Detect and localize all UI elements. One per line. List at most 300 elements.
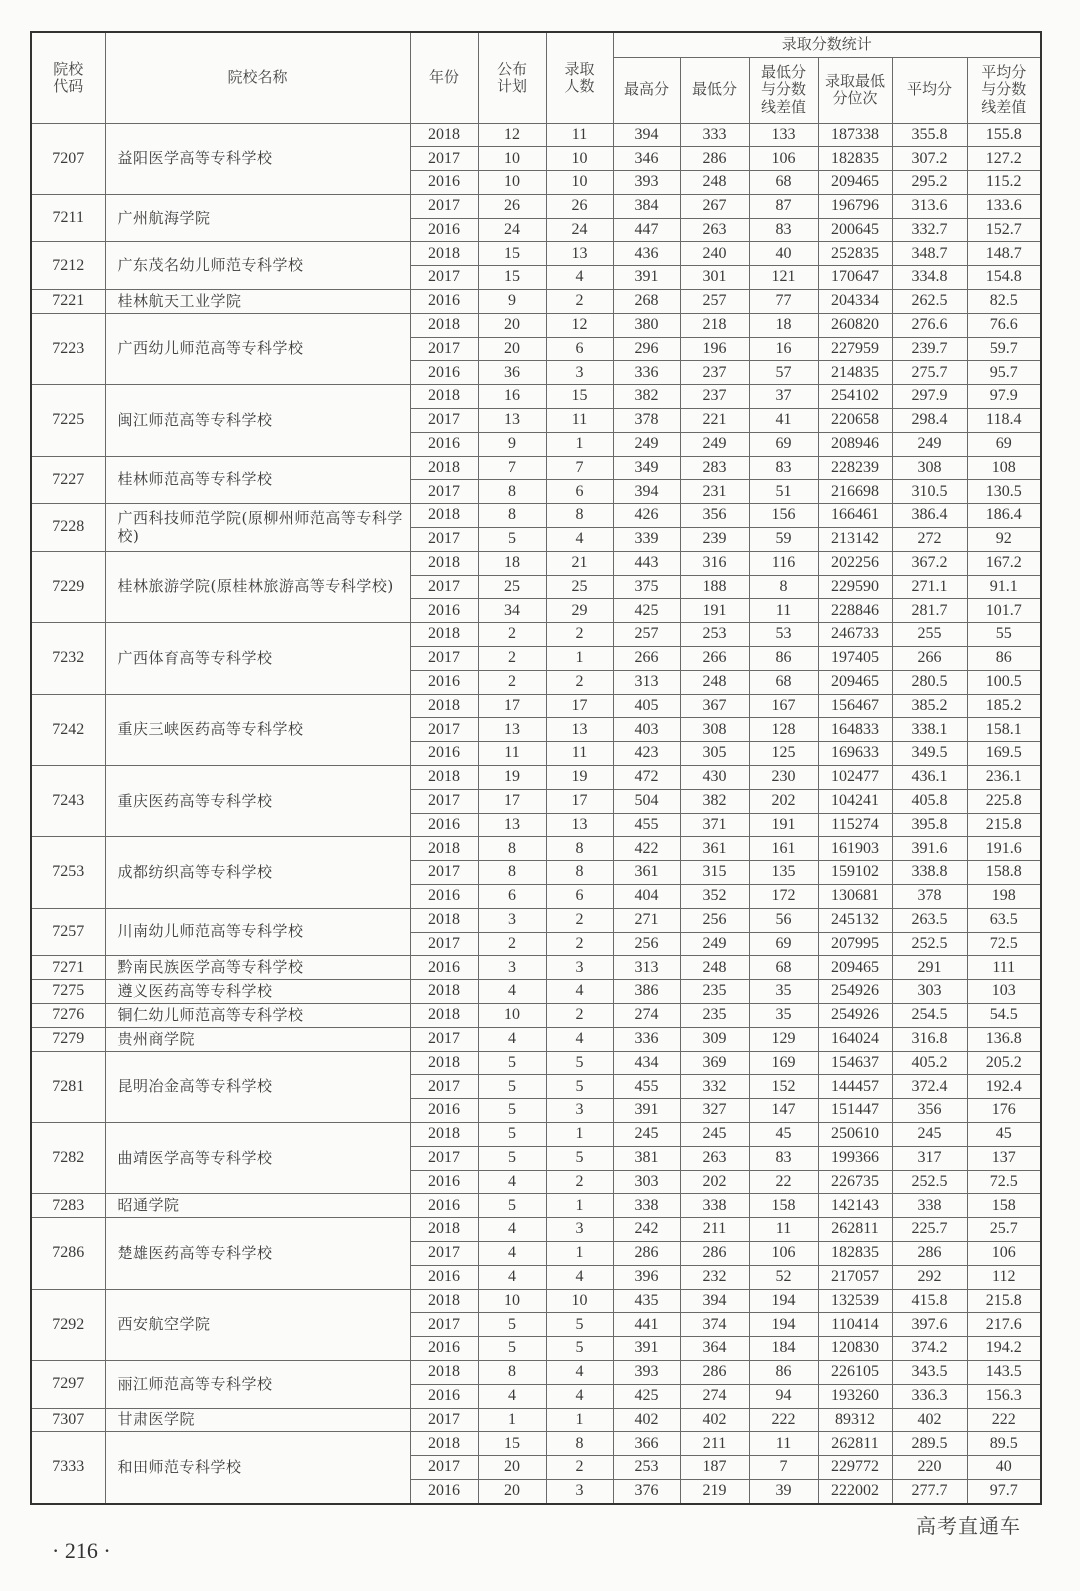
cell-avg-diff: 69 (967, 432, 1041, 456)
table-row (31, 956, 1041, 980)
cell-min-score: 240 (680, 242, 749, 266)
cell-admitted: 5 (546, 1075, 613, 1099)
cell-avg-score: 281.7 (892, 599, 967, 623)
cell-min-diff: 169 (749, 1051, 818, 1075)
cell-max-score: 394 (613, 123, 680, 147)
cell-year: 2017 (410, 861, 478, 885)
cell-year: 2017 (410, 1027, 478, 1051)
cell-min-score: 188 (680, 575, 749, 599)
cell-year: 2016 (410, 361, 478, 385)
cell-year: 2017 (410, 480, 478, 504)
cell-avg-diff: 225.8 (967, 789, 1041, 813)
header-line: 公布 (496, 59, 527, 78)
cell-avg-score: 252.5 (892, 932, 967, 956)
cell-plan: 3 (478, 908, 546, 932)
cell-avg-score: 252.5 (892, 1170, 967, 1194)
header-line: 人数 (564, 76, 595, 95)
cell-avg-score: 436.1 (892, 766, 967, 790)
school-code: 7275 (31, 980, 105, 1004)
school-name: 甘肃医学院 (105, 1408, 410, 1432)
cell-admitted: 1 (546, 1122, 613, 1146)
cell-plan: 9 (478, 432, 546, 456)
cell-min-score: 316 (680, 551, 749, 575)
cell-min-score: 235 (680, 1003, 749, 1027)
cell-plan: 34 (478, 599, 546, 623)
cell-min-rank: 246733 (818, 623, 892, 647)
school-code: 7227 (31, 456, 105, 504)
cell-min-score: 352 (680, 885, 749, 909)
cell-max-score: 346 (613, 147, 680, 171)
cell-max-score: 391 (613, 266, 680, 290)
cell-admitted: 3 (546, 1218, 613, 1242)
cell-min-diff: 194 (749, 1313, 818, 1337)
cell-admitted: 4 (546, 1027, 613, 1051)
cell-avg-diff: 156.3 (967, 1384, 1041, 1408)
cell-avg-score: 220 (892, 1456, 967, 1480)
table-row (31, 1003, 1041, 1027)
cell-min-diff: 56 (749, 908, 818, 932)
cell-year: 2017 (410, 575, 478, 599)
cell-plan: 10 (478, 147, 546, 171)
header-min-diff (749, 57, 818, 123)
cell-admitted: 2 (546, 908, 613, 932)
cell-year: 2018 (410, 1051, 478, 1075)
cell-year: 2016 (410, 1194, 478, 1218)
cell-min-diff: 16 (749, 337, 818, 361)
cell-min-diff: 194 (749, 1289, 818, 1313)
cell-min-rank: 213142 (818, 528, 892, 552)
cell-min-rank: 208946 (818, 432, 892, 456)
cell-min-diff: 83 (749, 456, 818, 480)
cell-min-score: 231 (680, 480, 749, 504)
cell-max-score: 296 (613, 337, 680, 361)
cell-min-diff: 40 (749, 242, 818, 266)
cell-avg-diff: 205.2 (967, 1051, 1041, 1075)
cell-avg-score: 245 (892, 1122, 967, 1146)
cell-admitted: 4 (546, 1360, 613, 1384)
cell-year: 2016 (410, 1479, 478, 1503)
cell-max-score: 349 (613, 456, 680, 480)
cell-max-score: 441 (613, 1313, 680, 1337)
cell-max-score: 447 (613, 218, 680, 242)
cell-avg-score: 289.5 (892, 1432, 967, 1456)
cell-year: 2017 (410, 528, 478, 552)
cell-avg-score: 275.7 (892, 361, 967, 385)
header-min-rank (818, 57, 892, 123)
table-row (31, 504, 1041, 528)
cell-min-diff: 83 (749, 218, 818, 242)
cell-min-diff: 94 (749, 1384, 818, 1408)
header-admitted (546, 32, 613, 123)
table-row (31, 456, 1041, 480)
cell-year: 2016 (410, 218, 478, 242)
cell-min-diff: 161 (749, 837, 818, 861)
cell-min-diff: 68 (749, 956, 818, 980)
cell-avg-score: 405.8 (892, 789, 967, 813)
cell-plan: 10 (478, 1289, 546, 1313)
cell-max-score: 384 (613, 194, 680, 218)
cell-admitted: 6 (546, 885, 613, 909)
header-max-score: 最高分 (613, 57, 680, 123)
cell-admitted: 2 (546, 1003, 613, 1027)
watermark-text: 高考直通车 (916, 1514, 1021, 1538)
cell-avg-diff: 143.5 (967, 1360, 1041, 1384)
cell-min-score: 248 (680, 956, 749, 980)
cell-plan: 4 (478, 1384, 546, 1408)
cell-avg-diff: 148.7 (967, 242, 1041, 266)
school-name: 丽江师范高等专科学校 (105, 1360, 410, 1408)
cell-max-score: 425 (613, 1384, 680, 1408)
header-plan (478, 32, 546, 123)
cell-admitted: 29 (546, 599, 613, 623)
cell-avg-diff: 118.4 (967, 409, 1041, 433)
cell-plan: 20 (478, 337, 546, 361)
cell-admitted: 19 (546, 766, 613, 790)
cell-min-score: 430 (680, 766, 749, 790)
school-name: 广西科技师范学院(原柳州师范高等专科学校) (105, 504, 410, 552)
cell-year: 2017 (410, 1313, 478, 1337)
cell-avg-diff: 236.1 (967, 766, 1041, 790)
cell-plan: 18 (478, 551, 546, 575)
cell-max-score: 382 (613, 385, 680, 409)
cell-year: 2017 (410, 266, 478, 290)
cell-avg-diff: 127.2 (967, 147, 1041, 171)
cell-avg-diff: 76.6 (967, 313, 1041, 337)
cell-admitted: 1 (546, 647, 613, 671)
cell-min-score: 315 (680, 861, 749, 885)
school-code: 7279 (31, 1027, 105, 1051)
cell-min-diff: 57 (749, 361, 818, 385)
cell-min-rank: 262811 (818, 1432, 892, 1456)
cell-plan: 5 (478, 1313, 546, 1337)
cell-min-score: 382 (680, 789, 749, 813)
page-number: · 216 · (52, 1538, 111, 1563)
header-name: 院校名称 (105, 32, 410, 123)
school-code: 7297 (31, 1360, 105, 1408)
cell-year: 2018 (410, 1432, 478, 1456)
cell-avg-score: 397.6 (892, 1313, 967, 1337)
cell-admitted: 3 (546, 1479, 613, 1503)
cell-max-score: 436 (613, 242, 680, 266)
cell-min-rank: 209465 (818, 670, 892, 694)
cell-year: 2018 (410, 313, 478, 337)
cell-min-score: 305 (680, 742, 749, 766)
cell-avg-score: 272 (892, 528, 967, 552)
cell-year: 2017 (410, 647, 478, 671)
school-name: 川南幼儿师范高等专科学校 (105, 908, 410, 956)
header-avg-diff (967, 57, 1041, 123)
cell-max-score: 361 (613, 861, 680, 885)
cell-avg-diff: 72.5 (967, 932, 1041, 956)
cell-min-diff: 8 (749, 575, 818, 599)
header-line: 录取 (564, 59, 595, 78)
cell-year: 2016 (410, 956, 478, 980)
cell-admitted: 17 (546, 694, 613, 718)
header-line: 最低分 (760, 63, 806, 82)
cell-avg-score: 307.2 (892, 147, 967, 171)
cell-min-rank: 207995 (818, 932, 892, 956)
cell-year: 2017 (410, 409, 478, 433)
school-name: 楚雄医药高等专科学校 (105, 1218, 410, 1289)
cell-max-score: 422 (613, 837, 680, 861)
cell-min-rank: 102477 (818, 766, 892, 790)
cell-avg-score: 372.4 (892, 1075, 967, 1099)
cell-admitted: 5 (546, 1051, 613, 1075)
cell-year: 2017 (410, 932, 478, 956)
cell-avg-diff: 133.6 (967, 194, 1041, 218)
cell-min-score: 301 (680, 266, 749, 290)
cell-min-score: 361 (680, 837, 749, 861)
cell-min-diff: 77 (749, 290, 818, 314)
cell-min-score: 237 (680, 361, 749, 385)
cell-avg-score: 355.8 (892, 123, 967, 147)
cell-min-rank: 250610 (818, 1122, 892, 1146)
cell-plan: 8 (478, 480, 546, 504)
cell-max-score: 455 (613, 1075, 680, 1099)
cell-avg-diff: 25.7 (967, 1218, 1041, 1242)
header-year: 年份 (410, 32, 478, 123)
cell-avg-score: 378 (892, 885, 967, 909)
cell-min-score: 394 (680, 1289, 749, 1313)
cell-year: 2016 (410, 171, 478, 195)
cell-plan: 25 (478, 575, 546, 599)
school-code: 7225 (31, 385, 105, 456)
school-code: 7281 (31, 1051, 105, 1122)
cell-avg-diff: 86 (967, 647, 1041, 671)
cell-min-score: 202 (680, 1170, 749, 1194)
header-line: 线差值 (760, 97, 806, 116)
cell-min-score: 248 (680, 670, 749, 694)
cell-avg-diff: 198 (967, 885, 1041, 909)
cell-year: 2017 (410, 1146, 478, 1170)
cell-year: 2018 (410, 980, 478, 1004)
cell-min-score: 333 (680, 123, 749, 147)
cell-max-score: 313 (613, 670, 680, 694)
cell-avg-score: 225.7 (892, 1218, 967, 1242)
school-name: 广东茂名幼儿师范专科学校 (105, 242, 410, 290)
cell-min-rank: 217057 (818, 1265, 892, 1289)
cell-max-score: 375 (613, 575, 680, 599)
cell-min-rank: 209465 (818, 956, 892, 980)
cell-min-rank: 209465 (818, 171, 892, 195)
cell-max-score: 266 (613, 647, 680, 671)
cell-avg-diff: 152.7 (967, 218, 1041, 242)
cell-admitted: 3 (546, 1099, 613, 1123)
table-row (31, 1360, 1041, 1384)
cell-avg-score: 405.2 (892, 1051, 967, 1075)
cell-avg-score: 338 (892, 1194, 967, 1218)
cell-avg-diff: 186.4 (967, 504, 1041, 528)
school-code: 7333 (31, 1432, 105, 1504)
cell-avg-diff: 191.6 (967, 837, 1041, 861)
cell-avg-score: 239.7 (892, 337, 967, 361)
cell-admitted: 5 (546, 1337, 613, 1361)
cell-min-score: 253 (680, 623, 749, 647)
header-code (31, 32, 105, 123)
cell-plan: 5 (478, 1099, 546, 1123)
table-row (31, 1218, 1041, 1242)
cell-min-score: 235 (680, 980, 749, 1004)
cell-avg-diff: 91.1 (967, 575, 1041, 599)
cell-plan: 13 (478, 813, 546, 837)
cell-admitted: 8 (546, 504, 613, 528)
cell-min-rank: 154637 (818, 1051, 892, 1075)
cell-avg-score: 332.7 (892, 218, 967, 242)
cell-min-diff: 184 (749, 1337, 818, 1361)
school-code: 7232 (31, 623, 105, 694)
cell-min-score: 191 (680, 599, 749, 623)
cell-avg-score: 292 (892, 1265, 967, 1289)
school-name: 桂林航天工业学院 (105, 290, 410, 314)
table-row (31, 1027, 1041, 1051)
cell-admitted: 5 (546, 1313, 613, 1337)
table-row (31, 123, 1041, 147)
cell-year: 2018 (410, 1218, 478, 1242)
cell-admitted: 21 (546, 551, 613, 575)
cell-year: 2018 (410, 1003, 478, 1027)
cell-plan: 8 (478, 504, 546, 528)
cell-max-score: 381 (613, 1146, 680, 1170)
cell-min-score: 219 (680, 1479, 749, 1503)
cell-avg-diff: 215.8 (967, 813, 1041, 837)
cell-avg-score: 297.9 (892, 385, 967, 409)
cell-plan: 15 (478, 266, 546, 290)
cell-avg-diff: 40 (967, 1456, 1041, 1480)
cell-plan: 5 (478, 1337, 546, 1361)
cell-plan: 13 (478, 409, 546, 433)
cell-admitted: 8 (546, 1432, 613, 1456)
school-code: 7276 (31, 1003, 105, 1027)
cell-max-score: 303 (613, 1170, 680, 1194)
school-code: 7242 (31, 694, 105, 765)
cell-avg-score: 277.7 (892, 1479, 967, 1503)
cell-avg-score: 317 (892, 1146, 967, 1170)
cell-plan: 10 (478, 171, 546, 195)
table-row (31, 551, 1041, 575)
cell-avg-diff: 100.5 (967, 670, 1041, 694)
cell-min-rank: 156467 (818, 694, 892, 718)
cell-avg-diff: 167.2 (967, 551, 1041, 575)
cell-avg-diff: 222 (967, 1408, 1041, 1432)
table-row (31, 385, 1041, 409)
cell-min-diff: 86 (749, 647, 818, 671)
cell-avg-diff: 158.8 (967, 861, 1041, 885)
cell-min-diff: 147 (749, 1099, 818, 1123)
cell-max-score: 242 (613, 1218, 680, 1242)
cell-admitted: 2 (546, 932, 613, 956)
cell-year: 2017 (410, 718, 478, 742)
cell-min-diff: 125 (749, 742, 818, 766)
cell-min-score: 245 (680, 1122, 749, 1146)
cell-min-diff: 121 (749, 266, 818, 290)
cell-avg-diff: 101.7 (967, 599, 1041, 623)
cell-year: 2017 (410, 1456, 478, 1480)
cell-year: 2018 (410, 623, 478, 647)
cell-avg-diff: 63.5 (967, 908, 1041, 932)
cell-plan: 7 (478, 456, 546, 480)
cell-plan: 24 (478, 218, 546, 242)
header-line: 分位次 (832, 89, 878, 107)
cell-min-score: 249 (680, 932, 749, 956)
cell-avg-diff: 137 (967, 1146, 1041, 1170)
cell-min-diff: 222 (749, 1408, 818, 1432)
cell-min-rank: 159102 (818, 861, 892, 885)
school-code: 7229 (31, 551, 105, 622)
cell-avg-score: 298.4 (892, 409, 967, 433)
cell-min-rank: 199366 (818, 1146, 892, 1170)
cell-min-rank: 151447 (818, 1099, 892, 1123)
cell-min-diff: 230 (749, 766, 818, 790)
cell-min-diff: 39 (749, 1479, 818, 1503)
cell-min-rank: 110414 (818, 1313, 892, 1337)
cell-year: 2018 (410, 1122, 478, 1146)
cell-max-score: 268 (613, 290, 680, 314)
cell-plan: 5 (478, 1146, 546, 1170)
cell-min-diff: 22 (749, 1170, 818, 1194)
cell-year: 2016 (410, 813, 478, 837)
cell-plan: 15 (478, 242, 546, 266)
cell-max-score: 403 (613, 718, 680, 742)
cell-min-diff: 129 (749, 1027, 818, 1051)
cell-min-score: 263 (680, 1146, 749, 1170)
school-code: 7228 (31, 504, 105, 552)
cell-min-rank: 164024 (818, 1027, 892, 1051)
cell-admitted: 4 (546, 528, 613, 552)
cell-min-rank: 252835 (818, 242, 892, 266)
cell-min-rank: 170647 (818, 266, 892, 290)
school-name: 昆明冶金高等专科学校 (105, 1051, 410, 1122)
cell-max-score: 394 (613, 480, 680, 504)
cell-min-diff: 152 (749, 1075, 818, 1099)
cell-min-rank: 197405 (818, 647, 892, 671)
cell-year: 2017 (410, 1075, 478, 1099)
cell-avg-score: 271.1 (892, 575, 967, 599)
school-name: 桂林旅游学院(原桂林旅游高等专科学校) (105, 551, 410, 622)
cell-max-score: 386 (613, 980, 680, 1004)
cell-min-score: 402 (680, 1408, 749, 1432)
table-row (31, 980, 1041, 1004)
cell-min-score: 221 (680, 409, 749, 433)
cell-min-score: 371 (680, 813, 749, 837)
cell-max-score: 378 (613, 409, 680, 433)
cell-avg-diff: 176 (967, 1099, 1041, 1123)
cell-avg-score: 254.5 (892, 1003, 967, 1027)
cell-year: 2016 (410, 885, 478, 909)
cell-avg-score: 303 (892, 980, 967, 1004)
cell-min-score: 249 (680, 432, 749, 456)
cell-max-score: 249 (613, 432, 680, 456)
cell-avg-score: 310.5 (892, 480, 967, 504)
cell-admitted: 13 (546, 718, 613, 742)
header-line: 录取最低 (824, 71, 885, 90)
header-avg-score: 平均分 (892, 57, 967, 123)
cell-min-score: 187 (680, 1456, 749, 1480)
cell-min-diff: 53 (749, 623, 818, 647)
cell-plan: 17 (478, 789, 546, 813)
cell-min-rank: 222002 (818, 1479, 892, 1503)
cell-min-diff: 156 (749, 504, 818, 528)
cell-admitted: 15 (546, 385, 613, 409)
cell-avg-score: 308 (892, 456, 967, 480)
cell-max-score: 425 (613, 599, 680, 623)
cell-plan: 8 (478, 837, 546, 861)
cell-min-score: 232 (680, 1265, 749, 1289)
cell-avg-score: 336.3 (892, 1384, 967, 1408)
cell-min-rank: 193260 (818, 1384, 892, 1408)
school-code: 7286 (31, 1218, 105, 1289)
cell-plan: 8 (478, 861, 546, 885)
school-name: 桂林师范高等专科学校 (105, 456, 410, 504)
